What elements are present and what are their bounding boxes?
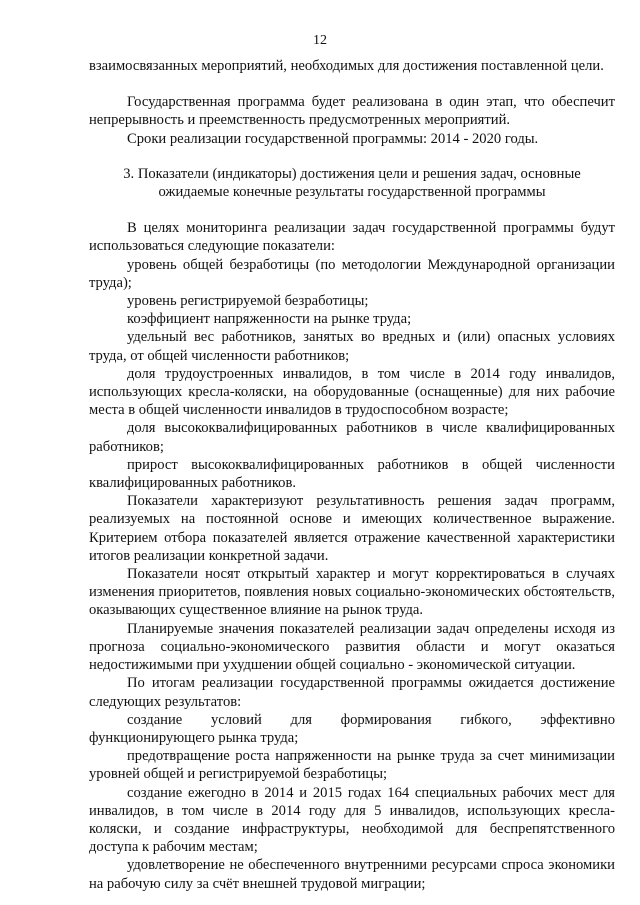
list-item: удовлетворение не обеспеченного внутренними ресурсами спроса экономики на рабочую силу за счёт внешней трудовой миграции; (89, 857, 615, 892)
paragraph: По итогам реализации государственной программы ожидается достижение следующих результатов: (89, 675, 615, 710)
document-body (89, 57, 615, 893)
paragraph: Показатели носят открытый характер и могут корректироваться в случаях изменения приоритетов, появления новых социально-экономических обстоятельств, оказывающих существенное влияние на рынок труда. (89, 566, 615, 619)
section-heading: 3. Показатели (индикаторы) достижения цели и решения задач, основные ожидаемые конечные результаты государственной программы (123, 165, 581, 201)
list-item: предотвращение роста напряженности на рынке труда за счет минимизации уровней общей и регистрируемой безработицы; (89, 748, 615, 783)
paragraph: Сроки реализации государственной программы: 2014 - 2020 годы. (127, 130, 539, 147)
paragraph: Показатели характеризуют результативность решения задач программ, реализуемых на постоянной основе и имеющих количественное выражение. Критерием отбора показателей является отражение качественной характеристики итогов реализации конкретной задачи. (89, 493, 615, 564)
paragraph: В целях мониторинга реализации задач государственной программы будут использоваться следующие показатели: (89, 220, 615, 255)
paragraph: Планируемые значения показателей реализации задач определены исходя из прогноза социально-экономического развития области и могут оказаться недостижимыми при ухудшении общей социально - экономической ситуации. (89, 620, 615, 674)
list-item: создание ежегодно в 2014 и 2015 годах 164 специальных рабочих мест для инвалидов, в том числе в 2014 году для 5 инвалидов, использующих кресла-коляски, и создание инфраструктуры, необходимой для беспрепятственного доступа к рабочим местам; (89, 784, 615, 856)
list-item: уровень регистрируемой безработицы; (127, 293, 369, 310)
list-item: создание условий для формирования гибкого, эффективно функционирующего рынка труда; (89, 711, 615, 746)
list-item: прирост высококвалифицированных работников в общей численности квалифицированных работников. (89, 456, 615, 492)
list-item: доля трудоустроенных инвалидов, в том числе в 2014 году инвалидов, использующих кресла-коляски, на оборудованные (оснащенные) для них рабочие места в общей численности инвалидов в трудоспособном возрасте; (89, 365, 615, 419)
paragraph: Государственная программа будет реализована в один этап, что обеспечит непрерывность и преемственность предусмотренных мероприятий. (89, 94, 615, 129)
list-item: уровень общей безработицы (по методологии Международной организации труда); (89, 256, 615, 291)
list-item: удельный вес работников, занятых во вредных и (или) опасных условиях труда, от общей численности работников; (89, 329, 615, 364)
list-item: доля высококвалифицированных работников в числе квалифицированных работников; (89, 420, 615, 455)
paragraph: взаимосвязанных мероприятий, необходимых для достижения поставленной цели. (89, 58, 604, 74)
page-number: 12 (313, 33, 327, 48)
list-item: коэффициент напряженности на рынке труда; (127, 311, 412, 328)
